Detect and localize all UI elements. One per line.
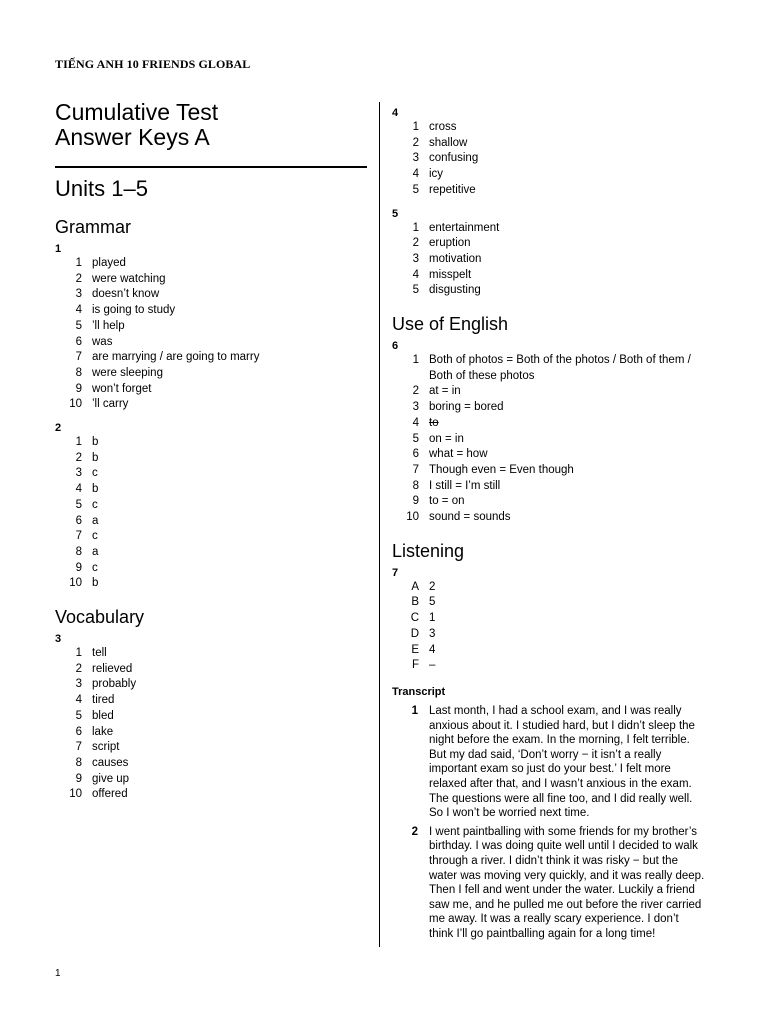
- title-rule: [55, 166, 367, 168]
- answer-item: [392, 510, 712, 526]
- question-2-answers: [55, 435, 367, 592]
- answer-item: [392, 221, 712, 237]
- answer-text: eruption: [429, 237, 471, 250]
- answer-number: 1: [412, 354, 419, 367]
- answer-text: to: [429, 416, 439, 429]
- answer-text: misspelt: [429, 268, 472, 281]
- answer-text: bled: [92, 709, 114, 722]
- answer-item: [55, 256, 367, 272]
- answer-text: Both of photos = Both of the photos / Both of them / Both of these photos: [429, 354, 691, 382]
- answer-number: D: [410, 627, 419, 640]
- answer-number: 3: [412, 152, 419, 165]
- answer-text: b: [92, 577, 99, 590]
- answer-number: 10: [69, 398, 82, 411]
- answer-number: A: [411, 580, 419, 593]
- answer-number: 8: [75, 756, 82, 769]
- answer-item: [392, 432, 712, 448]
- answer-item: [392, 463, 712, 479]
- question-1-number: 1: [55, 243, 62, 255]
- answer-item: [55, 576, 367, 592]
- answer-number: 1: [75, 647, 82, 660]
- answer-text: b: [92, 451, 99, 464]
- answer-number: 1: [75, 257, 82, 269]
- answer-item: [55, 693, 367, 709]
- answer-number: 2: [412, 385, 419, 398]
- answer-item: [392, 658, 712, 674]
- answer-text: to = on: [429, 495, 465, 508]
- answer-number: F: [411, 659, 419, 672]
- answer-number: 2: [412, 136, 419, 149]
- answer-number: 4: [412, 268, 419, 281]
- answer-item: [392, 236, 712, 252]
- answer-text: 1: [429, 612, 436, 625]
- answer-item: [55, 772, 367, 788]
- answer-number: 1: [75, 436, 82, 449]
- answer-number: 5: [412, 183, 419, 196]
- answer-text: offered: [92, 788, 128, 801]
- answer-text: –: [429, 659, 436, 672]
- answer-text: relieved: [92, 662, 133, 675]
- answer-item: [55, 435, 367, 451]
- answer-number: 5: [75, 498, 82, 511]
- answer-item: [392, 151, 712, 167]
- answer-item: [55, 319, 367, 335]
- answer-item: [55, 303, 367, 319]
- answer-number: 10: [406, 511, 419, 524]
- question-3-answers: [55, 646, 367, 803]
- column-divider: [379, 102, 380, 947]
- answer-text: c: [92, 467, 98, 480]
- answer-item: [55, 709, 367, 725]
- answer-number: 8: [412, 479, 419, 492]
- answer-item: [392, 643, 712, 659]
- question-5-answers: [392, 221, 712, 300]
- answer-text: give up: [92, 772, 130, 785]
- answer-item: [392, 183, 712, 199]
- answer-item: [392, 627, 712, 643]
- answer-text: disgusting: [429, 284, 481, 297]
- answer-item: [55, 335, 367, 351]
- answer-number: 6: [75, 335, 82, 348]
- question-1-answers: [55, 256, 367, 413]
- answer-item: [392, 416, 712, 432]
- answer-item: [55, 466, 367, 482]
- answer-text: shallow: [429, 136, 468, 149]
- answer-item: [55, 545, 367, 561]
- answer-text: cross: [429, 121, 457, 133]
- answer-item: [392, 494, 712, 510]
- answer-text: icy: [429, 168, 444, 181]
- answer-item: [392, 120, 712, 136]
- answer-text: what = how: [429, 448, 488, 461]
- answer-item: [55, 498, 367, 514]
- answer-number: 4: [412, 168, 419, 181]
- answer-number: 8: [75, 545, 82, 558]
- listening-heading: Listening: [392, 540, 465, 561]
- answer-item: [55, 287, 367, 303]
- answer-number: 4: [75, 483, 82, 496]
- answer-number: 5: [412, 432, 419, 445]
- question-4-answers: [392, 120, 712, 199]
- answer-number: 6: [412, 448, 419, 461]
- answer-item: [392, 400, 712, 416]
- answer-text: confusing: [429, 152, 479, 165]
- answer-text: entertainment: [429, 221, 500, 234]
- answer-number: 3: [75, 288, 82, 301]
- answer-text: on = in: [429, 432, 464, 445]
- answer-text: at = in: [429, 385, 461, 398]
- answer-text: 2: [429, 580, 436, 593]
- page-number: 1: [55, 968, 61, 979]
- answer-number: 8: [75, 366, 82, 379]
- answer-number: 9: [75, 382, 82, 395]
- answer-item: [55, 662, 367, 678]
- title-line-2: Answer Keys A: [55, 124, 210, 150]
- answer-number: 2: [412, 237, 419, 250]
- units-heading: Units 1–5: [55, 176, 148, 201]
- answer-text: boring = bored: [429, 401, 504, 414]
- answer-text: causes: [92, 756, 129, 769]
- answer-number: 2: [75, 272, 82, 285]
- answer-number: 3: [412, 401, 419, 414]
- answer-text: Though even = Even though: [429, 463, 574, 476]
- question-3-number: 3: [55, 633, 62, 646]
- left-column: [55, 100, 367, 811]
- answer-text: b: [92, 436, 99, 449]
- answer-item: [392, 580, 712, 596]
- answer-text: played: [92, 257, 126, 269]
- answer-text: c: [92, 530, 98, 543]
- transcript-text: Last month, I had a school exam, and I was really anxious about it. I studied hard, but I didn’t sleep the night before the exam. In the morning, I felt terrible. But my dad said, ‘Don’t worry − it isn’t a really important exam so just do your best.’ I felt more relaxed after that, and I wasn’t anxious in the exam. The questions were all fine too, and I did really well. So I won’t be worried next time.: [429, 704, 695, 820]
- answer-item: [392, 384, 712, 400]
- answer-number: 6: [75, 514, 82, 527]
- answer-number: B: [411, 596, 419, 609]
- answer-number: 7: [75, 741, 82, 754]
- question-4-number: 4: [392, 107, 399, 119]
- answer-item: [55, 787, 367, 803]
- document-header: TIẾNG ANH 10 FRIENDS GLOBAL: [55, 57, 251, 71]
- answer-number: 10: [69, 577, 82, 590]
- answer-text: won’t forget: [92, 382, 152, 395]
- answer-item: [392, 447, 712, 463]
- transcript-number: 1: [411, 704, 418, 717]
- answer-text: are marrying / are going to marry: [92, 351, 260, 364]
- answer-item: [392, 479, 712, 495]
- question-6-number: 6: [392, 340, 399, 353]
- answer-item: [392, 136, 712, 152]
- question-7-number: 7: [392, 566, 399, 579]
- answer-item: [55, 514, 367, 530]
- answer-text: c: [92, 498, 98, 511]
- answer-item: [55, 740, 367, 756]
- answer-text: were watching: [92, 272, 166, 285]
- answer-item: [392, 268, 712, 284]
- answer-item: [392, 595, 712, 611]
- answer-number: 4: [412, 416, 419, 429]
- question-6-answers: [392, 353, 712, 526]
- answer-text: c: [92, 561, 98, 574]
- answer-item: [392, 611, 712, 627]
- answer-number: 5: [75, 319, 82, 332]
- answer-text: was: [92, 335, 113, 348]
- answer-number: 7: [412, 463, 419, 476]
- answer-text: I still = I’m still: [429, 479, 501, 492]
- answer-number: 9: [75, 772, 82, 785]
- answer-item: [55, 482, 367, 498]
- answer-number: 6: [75, 725, 82, 738]
- answer-text: repetitive: [429, 183, 476, 196]
- answer-text: were sleeping: [92, 366, 163, 379]
- answer-text: 4: [429, 643, 436, 656]
- transcript-heading: Transcript: [392, 685, 446, 698]
- question-2-number: 2: [55, 422, 62, 435]
- answer-item: [55, 366, 367, 382]
- answer-number: 5: [75, 709, 82, 722]
- transcript-paragraph: [392, 704, 712, 821]
- transcript-text: I went paintballing with some friends for my brother’s birthday. I was doing quite well until I decided to walk through a river. I didn’t think it was risky − but the water was moving very quickly, and it was really deep. Then I fell and went under the water. Luckily a friend saw me, and he pulled me out before the river carried me away. It was a really scary experience. I don’t think I’ll go paintballing again for a long time!: [429, 825, 705, 940]
- answer-item: [55, 677, 367, 693]
- answer-number: 7: [75, 530, 82, 543]
- answer-item: [55, 756, 367, 772]
- answer-text: ’ll carry: [92, 398, 129, 411]
- document-title: [55, 100, 367, 150]
- answer-item: [55, 529, 367, 545]
- answer-number: 10: [69, 788, 82, 801]
- answer-item: [55, 561, 367, 577]
- answer-item: [55, 350, 367, 366]
- answer-item: [55, 397, 367, 413]
- answer-number: 7: [75, 351, 82, 364]
- answer-number: 3: [75, 467, 82, 480]
- answer-item: [392, 252, 712, 268]
- transcript-number: 2: [411, 825, 418, 838]
- answer-number: 4: [75, 694, 82, 707]
- answer-text: a: [92, 514, 99, 527]
- answer-item: [392, 283, 712, 299]
- answer-item: [392, 353, 712, 384]
- answer-text: lake: [92, 725, 114, 738]
- question-5-number: 5: [392, 207, 399, 220]
- answer-text: doesn’t know: [92, 288, 160, 301]
- answer-item: [55, 272, 367, 288]
- answer-item: [55, 451, 367, 467]
- transcript: [392, 704, 712, 942]
- answer-number: E: [411, 643, 419, 656]
- transcript-paragraph: [392, 825, 712, 942]
- answer-number: 9: [412, 495, 419, 508]
- answer-item: [392, 167, 712, 183]
- vocabulary-heading: Vocabulary: [55, 607, 145, 628]
- answer-number: C: [410, 612, 419, 625]
- answer-number: 5: [412, 284, 419, 297]
- answer-text: tired: [92, 694, 115, 707]
- answer-text: a: [92, 545, 99, 558]
- use-of-english-heading: Use of English: [392, 314, 509, 335]
- grammar-heading: Grammar: [55, 217, 131, 237]
- right-column: [392, 106, 712, 945]
- answer-number: 3: [75, 678, 82, 691]
- question-7-answers: [392, 580, 712, 674]
- answer-text: 5: [429, 596, 436, 609]
- answer-item: [55, 725, 367, 741]
- title-line-1: Cumulative Test: [55, 99, 219, 125]
- answer-text: b: [92, 483, 99, 496]
- answer-text: 3: [429, 627, 436, 640]
- answer-number: 9: [75, 561, 82, 574]
- answer-item: [55, 646, 367, 662]
- answer-text: probably: [92, 678, 137, 691]
- answer-number: 1: [412, 121, 419, 133]
- answer-text: is going to study: [92, 304, 176, 317]
- answer-text: ’ll help: [92, 319, 125, 332]
- answer-text: motivation: [429, 252, 482, 265]
- answer-text: tell: [92, 647, 107, 660]
- answer-text: sound = sounds: [429, 511, 511, 524]
- answer-item: [55, 382, 367, 398]
- answer-number: 4: [75, 304, 82, 317]
- answer-text: script: [92, 741, 120, 754]
- answer-number: 2: [75, 662, 82, 675]
- answer-number: 3: [412, 252, 419, 265]
- answer-number: 2: [75, 451, 82, 464]
- answer-number: 1: [412, 221, 419, 234]
